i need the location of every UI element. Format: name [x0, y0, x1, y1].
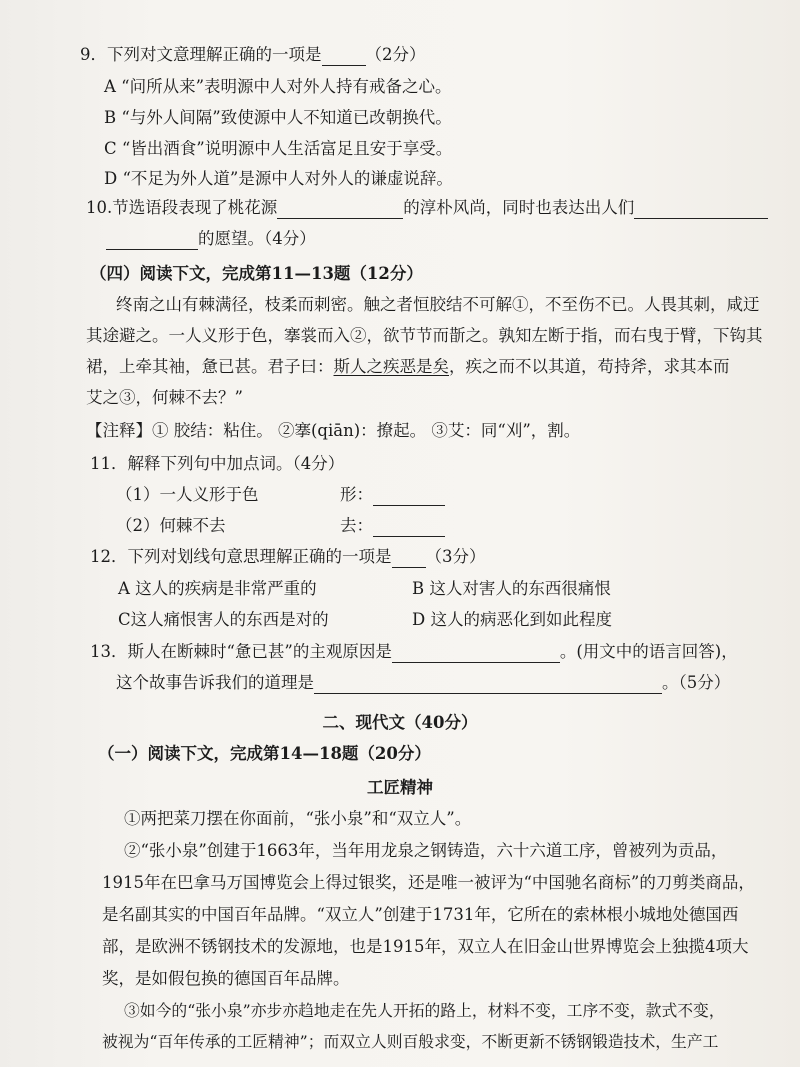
passage-line-4: 艾之③，何棘不去？” — [86, 388, 243, 407]
q10-text-1: 10.节选语段表现了桃花源 — [86, 198, 278, 217]
q13-blank-1[interactable] — [392, 644, 560, 663]
q13-line1 — [90, 641, 738, 663]
q12-answer-blank[interactable] — [392, 549, 426, 568]
passage-text-cont: ，疾之而不以其道，苟持斧，求其本而 — [449, 357, 730, 376]
q9-option-b: B “与外人间隔”致使源中人不知道已改朝换代。 — [104, 108, 452, 127]
q11-item-2-word: 去： — [340, 516, 373, 535]
article-para-2-line-2: 1915年在巴拿马万国博览会上得过银奖，还是唯一被评为“中国驰名商标”的刀剪类商品， — [102, 873, 755, 892]
q11-stem: 11．解释下列句中加点词。（4分） — [90, 454, 345, 473]
passage-text: 裙，上牵其袖，惫已甚。君子曰： — [86, 357, 334, 376]
passage-note: 【注释】① 胶结：粘住。 ②搴(qiān)：撩起。 ③艾：同“刈”，割。 — [86, 421, 581, 440]
part2-heading: 二、现代文（40分） — [322, 713, 478, 732]
q10-text-3: 的愿望。（4分） — [198, 229, 316, 248]
q12-option-d: D 这人的病恶化到如此程度 — [412, 610, 612, 629]
article-para-2-line-5: 奖，是如假包换的德国百年品牌。 — [102, 969, 350, 988]
passage-line-3 — [86, 356, 730, 378]
q10-blank-2-cont[interactable] — [106, 231, 198, 250]
q11-item-2-text: （2）何棘不去 — [116, 516, 226, 535]
q11-item-1 — [116, 484, 259, 506]
article-para-3-line-1: ③如今的“张小泉”亦步亦趋地走在先人开拓的路上，材料不变，工序不变，款式不变， — [124, 1001, 725, 1020]
article-para-3-line-2: 被视为“百年传承的工匠精神”；而双立人则百般求变，不断更新不锈钢锻造技术，生产工 — [102, 1032, 719, 1051]
passage-line-2: 其途避之。一人义形于色，搴裳而入②，欲节节而斮之。孰知左断于指，而右曳于臂，下钩其 — [86, 326, 763, 345]
article-para-2-line-1: ②“张小泉”创建于1663年，当年用龙泉之钢铸造，六十六道工序，曾被列为贡品， — [124, 841, 728, 860]
q11-item-1-answer — [340, 484, 445, 506]
article-para-2-line-4: 部，是欧洲不锈钢技术的发源地，也是1915年，双立人在旧金山世界博览会上独揽4项大 — [102, 937, 749, 956]
article-title: 工匠精神 — [367, 778, 433, 797]
q10-blank-2[interactable] — [634, 200, 768, 219]
q11-blank-1[interactable] — [373, 487, 445, 506]
q12-score: （3分） — [425, 547, 486, 566]
q13-text-4: 。（5分） — [662, 673, 731, 692]
q10-blank-1[interactable] — [277, 200, 403, 219]
article-para-1: ①两把菜刀摆在你面前，“张小泉”和“双立人”。 — [124, 809, 472, 828]
q11-item-1-text: （1）一人义形于色 — [116, 485, 259, 504]
underlined-sentence: 斯人之疾恶是矣 — [333, 357, 449, 376]
q11-item-1-word: 形： — [340, 485, 373, 504]
q10-text-2: 的淳朴风尚，同时也表达出人们 — [403, 198, 635, 217]
q9-option-c: C “皆出酒食”说明源中人生活富足且安于享受。 — [104, 139, 453, 158]
q13-text-3: 这个故事告诉我们的道理是 — [116, 673, 314, 692]
section4-heading: （四）阅读下文，完成第11—13题（12分） — [90, 264, 423, 283]
q12-option-b: B 这人对害人的东西很痛恨 — [412, 579, 611, 598]
q13-blank-2[interactable] — [314, 675, 662, 694]
q9-stem-text: 9．下列对文意理解正确的一项是 — [80, 45, 322, 64]
q13-text-2: 。(用文中的语言回答)， — [559, 642, 738, 661]
q12-stem — [90, 546, 486, 568]
q9-option-a: A “问所从来”表明源中人对外人持有戒备之心。 — [104, 77, 452, 96]
part2-subheading: （一）阅读下文，完成第14—18题（20分） — [98, 744, 431, 763]
q11-item-2-answer — [340, 515, 445, 537]
q12-option-c: C这人痛恨害人的东西是对的 — [118, 610, 329, 629]
q12-option-a: A 这人的疾病是非常严重的 — [118, 579, 317, 598]
q9-option-d: D “不足为外人道”是源中人对外人的谦虚说辞。 — [104, 169, 453, 188]
q9-stem — [80, 44, 426, 66]
q9-score: （2分） — [365, 45, 426, 64]
passage-line-1: 终南之山有棘满径，枝柔而刺密。触之者恒胶结不可解①，不至伤不已。人畏其刺，咸迂 — [116, 295, 760, 314]
q11-item-2 — [116, 515, 226, 537]
q10-line2 — [106, 228, 316, 250]
q13-text-1: 13．斯人在断棘时“惫已甚”的主观原因是 — [90, 642, 392, 661]
q12-stem-text: 12．下列对划线句意思理解正确的一项是 — [90, 547, 392, 566]
q9-answer-blank[interactable] — [322, 47, 366, 66]
article-para-2-line-3: 是名副其实的中国百年品牌。“双立人”创建于1731年，它所在的索林根小城地处德国西 — [102, 905, 739, 924]
q13-line2 — [116, 672, 730, 694]
q10-line1 — [86, 197, 768, 219]
q11-blank-2[interactable] — [373, 518, 445, 537]
